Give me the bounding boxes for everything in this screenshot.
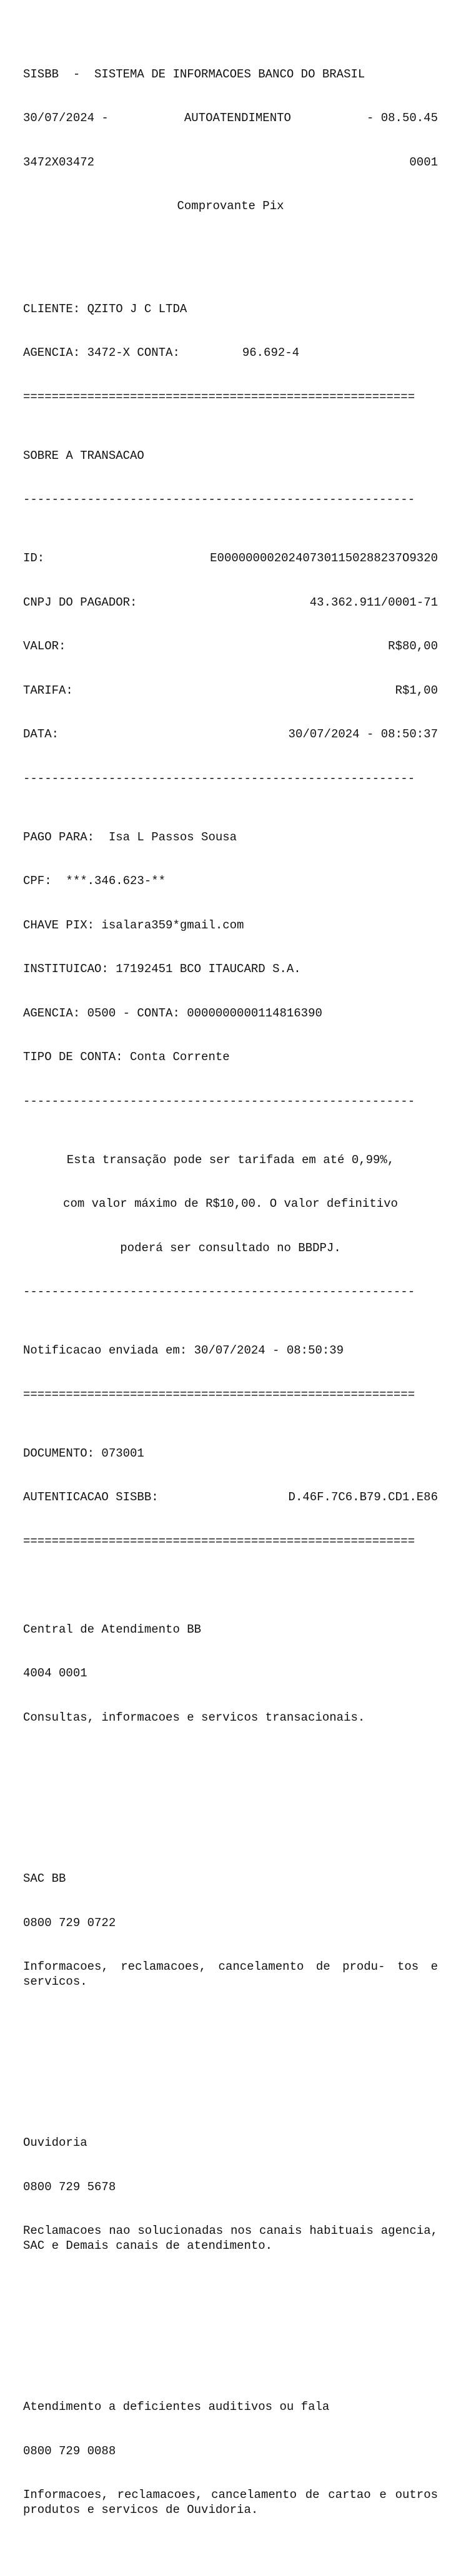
header-time: - 08.50.45 — [366, 111, 438, 125]
field-label: DATA: — [23, 727, 59, 741]
double-separator: ======================================================= — [23, 1534, 415, 1548]
contact-phone: 0800 729 5678 — [23, 2180, 116, 2194]
contact-name: Atendimento a deficientes auditivos ou fala — [23, 2400, 330, 2414]
contact-name: SAC BB — [23, 1872, 66, 1885]
payee-line: AGENCIA: 0500 - CONTA: 0000000000114816390 — [23, 1006, 322, 1020]
client-account: 96.692-4 — [242, 346, 300, 360]
contact-description: Consultas, informacoes e servicos transacionais. — [23, 1710, 365, 1724]
single-separator: ------------------------------------------------------- — [23, 1285, 415, 1299]
authentication-row — [23, 1490, 438, 1505]
single-separator: ------------------------------------------------------- — [23, 771, 415, 785]
authentication-label: AUTENTICACAO SISBB: — [23, 1490, 159, 1504]
field-row — [23, 639, 438, 654]
single-separator: ------------------------------------------------------- — [23, 1094, 415, 1108]
field-label: CNPJ DO PAGADOR: — [23, 595, 137, 609]
payee-line: PAGO PARA: Isa L Passos Sousa — [23, 830, 237, 844]
field-row — [23, 727, 438, 742]
section-title: SOBRE A TRANSACAO — [23, 448, 144, 463]
header-date: 30/07/2024 - — [23, 111, 109, 125]
contact-phone: 0800 729 0722 — [23, 1915, 116, 1930]
field-value: R$80,00 — [388, 639, 438, 653]
single-separator: ------------------------------------------------------- — [23, 493, 415, 506]
field-value: 30/07/2024 - 08:50:37 — [288, 727, 438, 741]
header-date-row — [23, 111, 438, 126]
authentication-code: D.46F.7C6.B79.CD1.E86 — [288, 1490, 438, 1504]
contact-phone: 4004 0001 — [23, 1666, 87, 1680]
field-row — [23, 684, 438, 699]
client-agency: AGENCIA: 3472-X CONTA: — [23, 346, 180, 360]
field-value: R$1,00 — [395, 683, 438, 697]
payee-line: INSTITUICAO: 17192451 BCO ITAUCARD S.A. — [23, 962, 301, 976]
header-terminal-row — [23, 155, 438, 170]
contact-phone: 0800 729 0088 — [23, 2444, 116, 2458]
contact-name: Ouvidoria — [23, 2136, 87, 2150]
sequence-number: 0001 — [409, 155, 438, 169]
contact-block — [23, 2107, 438, 2283]
contact-block — [23, 1593, 438, 1755]
document-number: DOCUMENTO: 073001 — [23, 1446, 144, 1460]
payee-line: TIPO DE CONTA: Conta Corrente — [23, 1050, 230, 1064]
terminal-id: 3472X03472 — [23, 155, 95, 169]
contact-block — [23, 1842, 438, 2018]
field-row — [23, 596, 438, 611]
contact-description: Informacoes, reclamacoes, cancelamento de produ- tos e servicos. — [23, 1960, 438, 1989]
header-channel: AUTOATENDIMENTO — [184, 111, 291, 125]
field-row — [23, 551, 438, 566]
contact-description: Informacoes, reclamacoes, cancelamento de cartao e outros produtos e servicos de Ouvidoria. — [23, 2488, 438, 2517]
client-account-row — [23, 346, 438, 361]
notification-line: Notificacao enviada em: 30/07/2024 - 08:50:39 — [23, 1344, 344, 1357]
fee-notice-line: com valor máximo de R$10,00. O valor definitivo — [63, 1197, 398, 1211]
contact-description: Reclamacoes nao solucionadas nos canais habituais agencia, SAC e Demais canais de atendimento. — [23, 2224, 438, 2253]
receipt-title: Comprovante Pix — [177, 199, 284, 213]
field-value: E00000000202407301150288237O9320 — [210, 551, 438, 565]
double-separator: ======================================================= — [23, 390, 415, 404]
fee-notice-line: Esta transação pode ser tarifada em até 0,99%, — [66, 1153, 395, 1167]
client-name: CLIENTE: QZITO J C LTDA — [23, 302, 187, 316]
contact-name: Central de Atendimento BB — [23, 1622, 202, 1636]
fee-notice-line: poderá ser consultado no BBDPJ. — [120, 1241, 341, 1255]
system-title: SISBB - SISTEMA DE INFORMACOES BANCO DO BRASIL — [23, 67, 365, 81]
payee-line: CPF: ***.346.623-** — [23, 874, 166, 888]
contact-block — [23, 2371, 438, 2547]
field-value: 43.362.911/0001-71 — [309, 595, 438, 609]
payee-line: CHAVE PIX: isalara359*gmail.com — [23, 918, 244, 932]
field-label: TARIFA: — [23, 683, 73, 697]
double-separator: ======================================================= — [23, 1387, 415, 1402]
field-label: ID: — [23, 551, 45, 565]
pix-receipt — [23, 23, 438, 2576]
field-label: VALOR: — [23, 639, 66, 653]
